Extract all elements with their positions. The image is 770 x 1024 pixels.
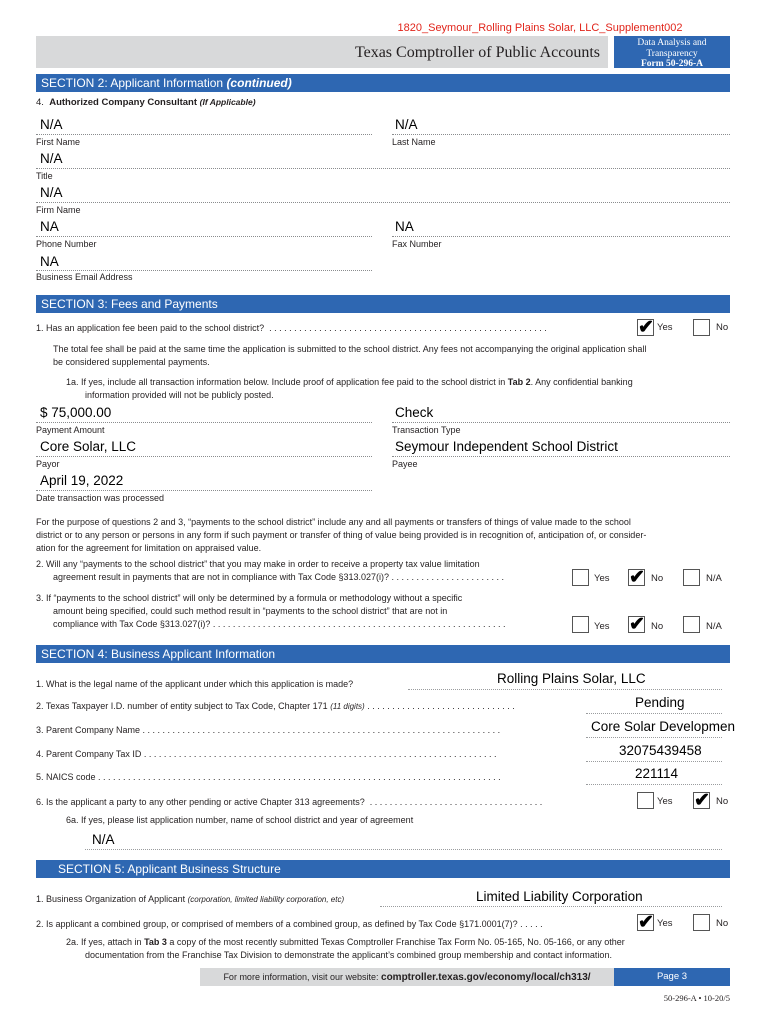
payment-amount[interactable]: $ 75,000.00 <box>40 405 112 420</box>
firm-name-label: Firm Name <box>36 205 81 215</box>
transaction-date-label: Date transaction was processed <box>36 493 165 503</box>
consultant-last-name[interactable]: N/A <box>395 117 418 132</box>
transaction-type-label: Transaction Type <box>392 425 461 435</box>
fee-paid-yes-label: Yes <box>657 322 673 333</box>
division-line2: Transparency <box>646 48 698 59</box>
parent-company-line <box>586 737 722 738</box>
legal-name-question: 1. What is the legal name of the applicant under which this application is made? <box>36 679 354 689</box>
q3-no-label: No <box>651 621 664 632</box>
consultant-email[interactable]: NA <box>40 254 59 269</box>
consultant-phone[interactable]: NA <box>40 219 59 234</box>
fax-line <box>392 236 730 237</box>
question-2: 2. Will any “payments to the school district” that you may make in order to receive a property tax value limitation agreement result in payments that are not in compliance with Tax Code §313.027(i)? . . . . . . . . . . . . . . . . . . . . . . . <box>36 559 505 582</box>
legal-name-value[interactable]: Rolling Plains Solar, LLC <box>497 671 646 686</box>
business-organization-question: 1. Business Organization of Applicant (corporation, limited liability corporation, etc) <box>36 894 345 904</box>
division-line1: Data Analysis and <box>637 38 707 48</box>
parent-company-value[interactable]: Core Solar Developmen <box>591 719 736 734</box>
question-3: 3. If “payments to the school district” will only be determined by a formula or methodology without a specific amount being specified, could such method result in “payments to the school district” that are not in compliance with Tax Code §313.027(i)? . . . . . . . . . . . . . . . . . . . . . . . . . . . . . . . . . . . . . . . . . . . . . . . . . . . . . . . . . . . <box>36 593 506 629</box>
combined-yes-checkbox[interactable]: ✔ <box>638 912 654 933</box>
section5-header: SECTION 5: Applicant Business Structure <box>36 860 730 878</box>
q2-no-label: No <box>651 573 664 584</box>
naics-value[interactable]: 221114 <box>635 766 679 781</box>
first-name-line <box>36 134 372 135</box>
pending-no-checkbox[interactable]: ✔ <box>694 790 710 811</box>
firm-name-line <box>36 202 730 203</box>
first-name-label: First Name <box>36 137 81 147</box>
header-bar <box>36 36 608 68</box>
payee[interactable]: Seymour Independent School District <box>395 439 618 454</box>
q2-na-checkbox[interactable] <box>683 569 700 586</box>
payee-label: Payee <box>392 459 418 469</box>
fee-paid-no-checkbox[interactable] <box>693 319 710 336</box>
agreement-list-line <box>85 849 722 850</box>
agreement-list-value[interactable]: N/A <box>92 832 115 847</box>
transaction-type[interactable]: Check <box>395 405 434 420</box>
q3-no-checkbox[interactable]: ✔ <box>629 614 645 635</box>
combined-group-instructions: 2a. If yes, attach in Tab 3 a copy of the most recently submitted Texas Comptroller Franchise Tax Form No. 05-165, No. 05-166, or any other documentation from the Franchise Tax Division to demonstrate the applicant’s combined group membership and contact information. <box>66 937 625 960</box>
taxpayer-id-value[interactable]: Pending <box>635 695 685 710</box>
parent-tax-id-line <box>586 761 722 762</box>
pending-yes-checkbox[interactable] <box>637 792 654 809</box>
combined-no-label: No <box>716 918 729 929</box>
payor-line <box>36 456 372 457</box>
section3-header: SECTION 3: Fees and Payments <box>36 295 730 313</box>
pending-no-label: No <box>716 796 729 807</box>
agreement-list-question: 6a. If yes, please list application number, name of school district and year of agreement <box>66 815 414 825</box>
transaction-date-line <box>36 490 372 491</box>
consultant-first-name[interactable]: N/A <box>40 117 63 132</box>
last-name-label: Last Name <box>392 137 436 147</box>
parent-tax-id-value[interactable]: 32075439458 <box>619 743 702 758</box>
form-revision: 50-296-A • 10-20/5 <box>663 993 730 1003</box>
section2-header: SECTION 2: Applicant Information (continued) <box>36 74 730 92</box>
payor-label: Payor <box>36 459 60 469</box>
q3-na-checkbox[interactable] <box>683 616 700 633</box>
transaction-instructions: 1a. If yes, include all transaction information below. Include proof of application fee paid to the school district in Tab 2. Any confidential banking information provided will not be publicly posted. <box>66 377 633 400</box>
form-id-box <box>614 36 730 68</box>
q2-na-label: N/A <box>706 573 722 584</box>
q2-no-checkbox[interactable]: ✔ <box>629 567 645 588</box>
consultant-fax[interactable]: NA <box>395 219 414 234</box>
parent-tax-id-question: 4. Parent Company Tax ID . . . . . . . . . . . . . . . . . . . . . . . . . . . . . . . . . . . . . . . . . . . . . . . . . . . . . . . . . . . . . . . . . . . . . . . <box>36 749 497 759</box>
fee-note: The total fee shall be paid at the same time the application is submitted to the school district. Any fees not accompanying the original application shall be considered supplemental payments. <box>53 344 647 367</box>
consultant-question: 4. Authorized Company Consultant (If Applicable) <box>36 97 256 108</box>
taxpayer-id-line <box>586 713 722 714</box>
consultant-firm-name[interactable]: N/A <box>40 185 63 200</box>
combined-group-question: 2. Is applicant a combined group, or comprised of members of a combined group, as defined by Tax Code §171.0001(7)? . . . . . <box>36 919 543 929</box>
payor[interactable]: Core Solar, LLC <box>40 439 137 454</box>
fee-paid-question: 1. Has an application fee been paid to the school district? . . . . . . . . . . . . . . . . . . . . . . . . . . . . . . . . . . . . . . . . . . . . . . . . . . . . . . . . <box>36 323 547 333</box>
fax-label: Fax Number <box>392 239 442 249</box>
consultant-title[interactable]: N/A <box>40 151 63 166</box>
transaction-type-line <box>392 422 730 423</box>
form-number: Form 50-296-A <box>641 59 703 69</box>
document-filename: 1820_Seymour_Rolling Plains Solar, LLC_Supplement002 <box>397 22 683 34</box>
payments-definition: For the purpose of questions 2 and 3, “payments to the school district” include any and all payments or transfers of things of value made to the school district or to any person or persons in any form if such payment or transfer of thing of value being provided is in recognition of, anticipation of, or consider- ation for the agreement for limitation on appraised value. <box>36 517 647 553</box>
website-link[interactable]: comptroller.texas.gov/economy/local/ch313/ <box>381 972 591 983</box>
q2-yes-label: Yes <box>594 573 610 584</box>
payee-line <box>392 456 730 457</box>
email-line <box>36 270 372 271</box>
payment-amount-label: Payment Amount <box>36 425 105 435</box>
transaction-date[interactable]: April 19, 2022 <box>40 473 124 488</box>
email-label: Business Email Address <box>36 272 133 282</box>
q3-yes-label: Yes <box>594 621 610 632</box>
legal-name-line <box>408 689 722 690</box>
q2-yes-checkbox[interactable] <box>572 569 589 586</box>
title-line <box>36 168 730 169</box>
q3-na-label: N/A <box>706 621 722 632</box>
payment-amount-line <box>36 422 372 423</box>
taxpayer-id-question: 2. Texas Taxpayer I.D. number of entity subject to Tax Code, Chapter 171 (11 digits) . . . . . . . . . . . . . . . . . . . . . . . . . . . . . . <box>36 701 515 711</box>
footer-info: For more information, visit our website: comptroller.texas.gov/economy/local/ch313/ <box>223 972 591 983</box>
section4-header: SECTION 4: Business Applicant Information <box>36 645 730 663</box>
naics-line <box>586 784 722 785</box>
q3-yes-checkbox[interactable] <box>572 616 589 633</box>
combined-no-checkbox[interactable] <box>693 914 710 931</box>
last-name-line <box>392 134 730 135</box>
fee-paid-yes-checkbox[interactable]: ✔ <box>638 317 654 338</box>
pending-yes-label: Yes <box>657 796 673 807</box>
parent-company-question: 3. Parent Company Name . . . . . . . . . . . . . . . . . . . . . . . . . . . . . . . . . . . . . . . . . . . . . . . . . . . . . . . . . . . . . . . . . . . . . . . . <box>36 725 501 735</box>
pending-agreements-question: 6. Is the applicant a party to any other pending or active Chapter 313 agreements? . . . . . . . . . . . . . . . . . . . . . . . . . . . . . . . . . . . <box>36 797 543 807</box>
title-label: Title <box>36 171 53 181</box>
business-organization-line <box>380 906 722 907</box>
business-organization-value[interactable]: Limited Liability Corporation <box>476 889 643 904</box>
phone-line <box>36 236 372 237</box>
agency-title: Texas Comptroller of Public Accounts <box>354 44 600 61</box>
phone-label: Phone Number <box>36 239 97 249</box>
fee-paid-no-label: No <box>716 322 729 333</box>
naics-question: 5. NAICS code . . . . . . . . . . . . . . . . . . . . . . . . . . . . . . . . . . . . . . . . . . . . . . . . . . . . . . . . . . . . . . . . . . . . . . . . . . . . . . . . . <box>36 772 501 782</box>
combined-yes-label: Yes <box>657 918 673 929</box>
page-number: Page 3 <box>614 968 730 986</box>
